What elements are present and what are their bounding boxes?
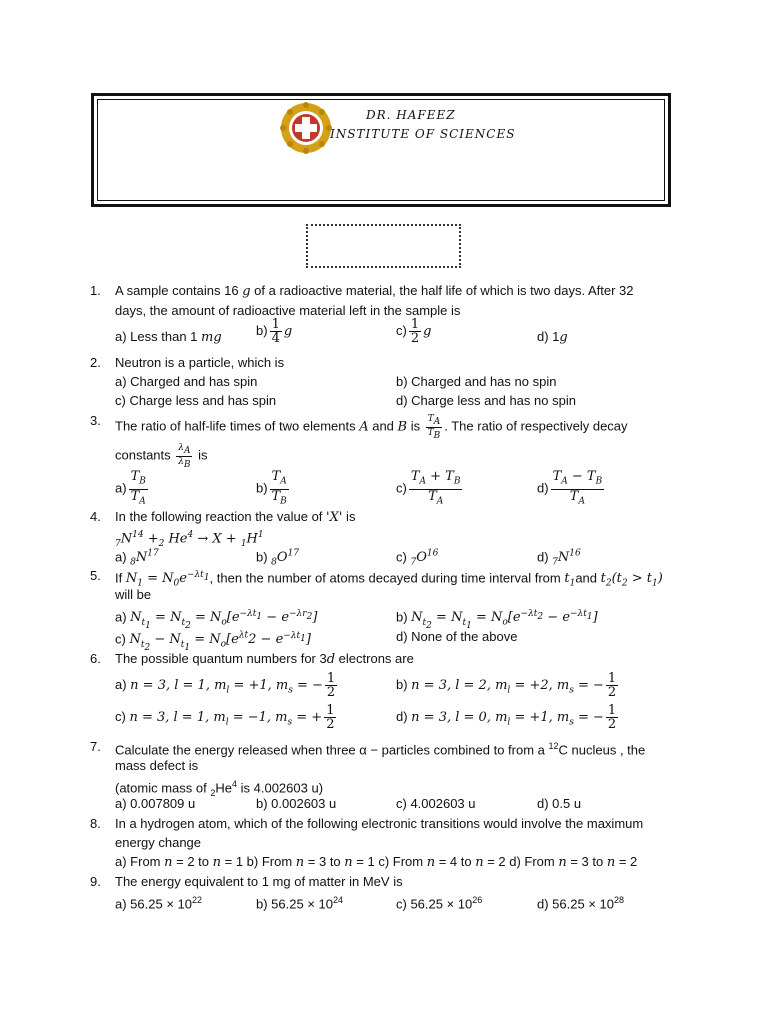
question-number: 8. (90, 816, 101, 831)
institute-name-line1: DR. HAFEEZ (366, 108, 456, 122)
dotted-placeholder-box (306, 224, 461, 268)
question-text-line: If $N_1 = N_0e^{-\lambda t_1}$, then the number of atoms decayed during time interval from $t_1and$ $t_2(t_2 > t_1)$ (115, 570, 663, 589)
question-text-line: The possible quantum numbers for 3d electrons are (115, 651, 414, 667)
option-d[interactable]: d) 1g (537, 329, 568, 345)
question-number: 4. (90, 509, 101, 524)
option-b[interactable]: b) $\frac{T_A}{T_B}$ (256, 469, 287, 507)
option-b[interactable]: b) n = 3, l = 2, $m_l = +2$, $m_s$ = − $\frac{1}{2}$ (396, 671, 617, 700)
option-d[interactable]: d) Charge less and has no spin (396, 393, 576, 408)
option-b[interactable]: b) $56.25 \times 10^{24}$ (256, 895, 343, 912)
question-number: 7. (90, 739, 101, 754)
option-a[interactable]: a) $56.25 \times 10^{22}$ (115, 895, 202, 912)
question-text-line: will be (115, 587, 152, 602)
question-text: Neutron is a particle, which is (115, 355, 285, 370)
option-d[interactable]: d) $56.25 \times 10^{28}$ (537, 895, 624, 912)
option-d[interactable]: d) 0.5 u (537, 796, 582, 811)
option-a[interactable]: a) Less than 1 mg (115, 329, 222, 345)
option-a[interactable]: a) $N_{t_1} = N_{t_2} = N_o[e^{-\lambda t_1} - e^{-\lambda r_2}]$ (115, 609, 318, 631)
option-d[interactable]: d) $\frac{T_A - T_B}{T_A}$ (537, 469, 603, 507)
question-text-line: In the following reaction the value of 'X' is (115, 509, 356, 525)
option-b[interactable]: b) $\frac{1}{4}$ g (256, 317, 293, 346)
question-text (115, 281, 675, 320)
question-text-line: energy change (115, 835, 202, 850)
question-number: 3. (90, 413, 101, 428)
question-text-line: The energy equivalent to 1 mg of matter in MeV is (115, 874, 403, 889)
option-c[interactable]: c) Charge less and has spin (115, 393, 277, 408)
question-number: 6. (90, 651, 101, 666)
question-text-line: A sample contains 16 g of a radioactive material, the half life of which is two days. After 32 (115, 283, 634, 299)
question-text-line: days, the amount of radioactive material left in the sample is (115, 303, 461, 318)
question-text-line: (atomic mass of $_2He^4$ is 4.002603 u) (115, 779, 324, 798)
question-number: 1. (90, 283, 101, 298)
option-c[interactable]: c) $_7O^{16}$ (396, 549, 439, 568)
option-b[interactable]: b) $_8O^{17}$ (256, 549, 300, 568)
option-d[interactable]: d) $_7N^{16}$ (537, 549, 581, 568)
question-number: 9. (90, 874, 101, 889)
option-a[interactable]: a) 0.007809 u (115, 796, 196, 811)
option-c[interactable]: c) $N_{t_2} - N_{t_1} = N_o[e^{\lambda t}2 - e^{-\lambda t_1}]$ (115, 631, 311, 653)
option-a[interactable]: a) Charged and has spin (115, 374, 258, 389)
option-c[interactable]: c) 4.002603 u (396, 796, 476, 811)
header-box (91, 93, 671, 207)
option-c[interactable]: c) n = 3, l = 1, $m_l = -1$, $m_s$ = + $\frac{1}{2}$ (115, 703, 335, 732)
option-a[interactable]: a) $\frac{T_B}{T_A}$ (115, 469, 146, 507)
option-c[interactable]: c) $\frac{T_A + T_B}{T_A}$ (396, 469, 461, 507)
institute-name-line2: INSTITUTE OF SCIENCES (330, 127, 516, 141)
option-d[interactable]: d) None of the above (396, 629, 518, 644)
options-row[interactable]: a) From n = 2 to n = 1 b) From n = 3 to n = 1 c) From n = 4 to n = 2 d) From n = 3 to n = 2 (115, 854, 638, 870)
reaction-equation: $_7N^{14} +_2$ $He^4 \to X + _1H^1$ (115, 530, 264, 549)
option-c[interactable]: c) $\frac{1}{2}$ g (396, 317, 432, 346)
institute-logo-icon (280, 102, 332, 154)
question-text-line: In a hydrogen atom, which of the following electronic transitions would involve the maximum (115, 816, 644, 831)
option-b[interactable]: b) $N_{t_2} = N_{t_1} = N_o[e^{-\lambda t_2} - e^{-\lambda t_1}]$ (396, 609, 598, 631)
question-text-line: mass defect is (115, 758, 199, 773)
option-b[interactable]: b) 0.002603 u (256, 796, 337, 811)
question-text-line: The ratio of half-life times of two elements A and B is $\frac{T_A}{T_B}$ . The ratio of respectively decay (115, 414, 628, 441)
option-b[interactable]: b) Charged and has no spin (396, 374, 557, 389)
option-c[interactable]: c) $56.25 \times 10^{26}$ (396, 895, 483, 912)
question-text-line: Calculate the energy released when three α − particles combined to from a $^{12}$C nucleus , the (115, 741, 646, 758)
option-d[interactable]: d) n = 3, l = 0, $m_l = +1$, $m_s$ = − $\frac{1}{2}$ (396, 703, 617, 732)
option-a[interactable]: a) n = 3, l = 1, $m_l = +1$, $m_s$ = − $\frac{1}{2}$ (115, 671, 336, 700)
option-a[interactable]: a) $_8N^{17}$ (115, 549, 159, 568)
question-number: 5. (90, 568, 101, 583)
question-number: 2. (90, 355, 101, 370)
question-text-line: constants $\frac{\lambda_A}{\lambda_B}$ is (115, 443, 208, 470)
